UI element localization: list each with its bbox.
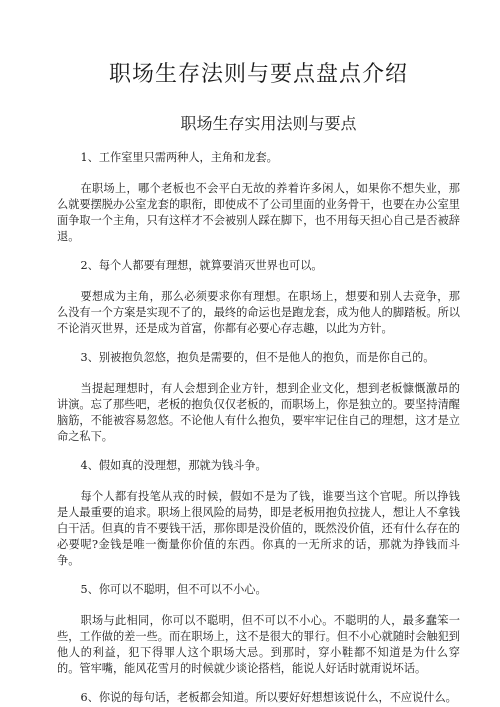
rule-heading-2: 2、每个人都要有理想，就算要消灭世界也可以。 — [80, 259, 323, 272]
rule-paragraph-2: 要想成为主角，那么必须要求你有理想。在职场上，想要和别人去竞争，那么没有一个方案是实现不了的，最终的命运也是跑龙套，成为他人的脚踏板。所以不论消灭世界，还是成为首富，你都有必要心存志趣，以此为方针。 — [57, 290, 460, 335]
rule-heading-5: 5、你可以不聪明，但不可以不小心。 — [80, 583, 267, 596]
document-body — [57, 150, 460, 706]
rule-heading-4: 4、假如真的没理想，那就为钱斗争。 — [80, 459, 267, 472]
rule-heading-6: 6、你说的每句话，老板都会知道。所以要好好想想该说什么，不应说什么。 — [80, 691, 457, 704]
document-subtitle: 职场生存实用法则与要点 — [180, 114, 357, 133]
rule-heading-1: 1、工作室里只需两种人，主角和龙套。 — [80, 151, 278, 164]
rule-paragraph-3: 当提起理想时，有人会想到企业方针，想到企业文化，想到老板慷慨激昂的讲演。忘了那些吧，老板的抱负仅仅老板的，而职场上，你是独立的。要坚持清醒脑筋，不能被容易忽悠。不论他人有什么抱负，要牢牢记住自己的理想，这才是立命之私下。 — [57, 382, 460, 443]
rule-heading-3: 3、别被抱负忽悠，抱负是需要的，但不是他人的抱负，而是你自己的。 — [80, 351, 435, 364]
document-title: 职场生存法则与要点盘点介绍 — [108, 62, 408, 87]
rule-paragraph-5: 职场与此相同，你可以不聪明，但不可以不小心。不聪明的人，最多蠢笨一些，工作做的差一些。而在职场上，这不是很大的罪行。但不小心就随时会触犯到他人的利益，犯下得罪人这个职场大忌。到那时，穿小鞋都不知道是为什么穿 的。管牢嘴，能风花雪月的时候就少谈论搭档，能说人好话时就甭说坏话。 — [57, 614, 460, 675]
rule-paragraph-1: 在职场上，哪个老板也不会平白无故的养着许多闲人，如果你不想失业，那么就要摆脱办公室龙套的职衔，即使成不了公司里面的业务骨干，也要在办公室里面争取一个主角，只有这样才不会被别人踩在脚下，也不用每天担心自己是否被辞退。 — [57, 182, 460, 243]
rule-paragraph-4: 每个人都有投笔从戎的时候，假如不是为了钱，谁要当这个官呢。所以挣钱是人最重要的追求。职场上很风险的局势，即是老板用抱负拉拢人，想让人不拿钱白干活。但真的肯不要钱干活，那你即是没价值的，既然没价值，还有什么存在的必要呢?金钱是唯一衡量你价值的东西。你真的一无所求的话，那就为挣钱而斗争。 — [57, 490, 460, 567]
